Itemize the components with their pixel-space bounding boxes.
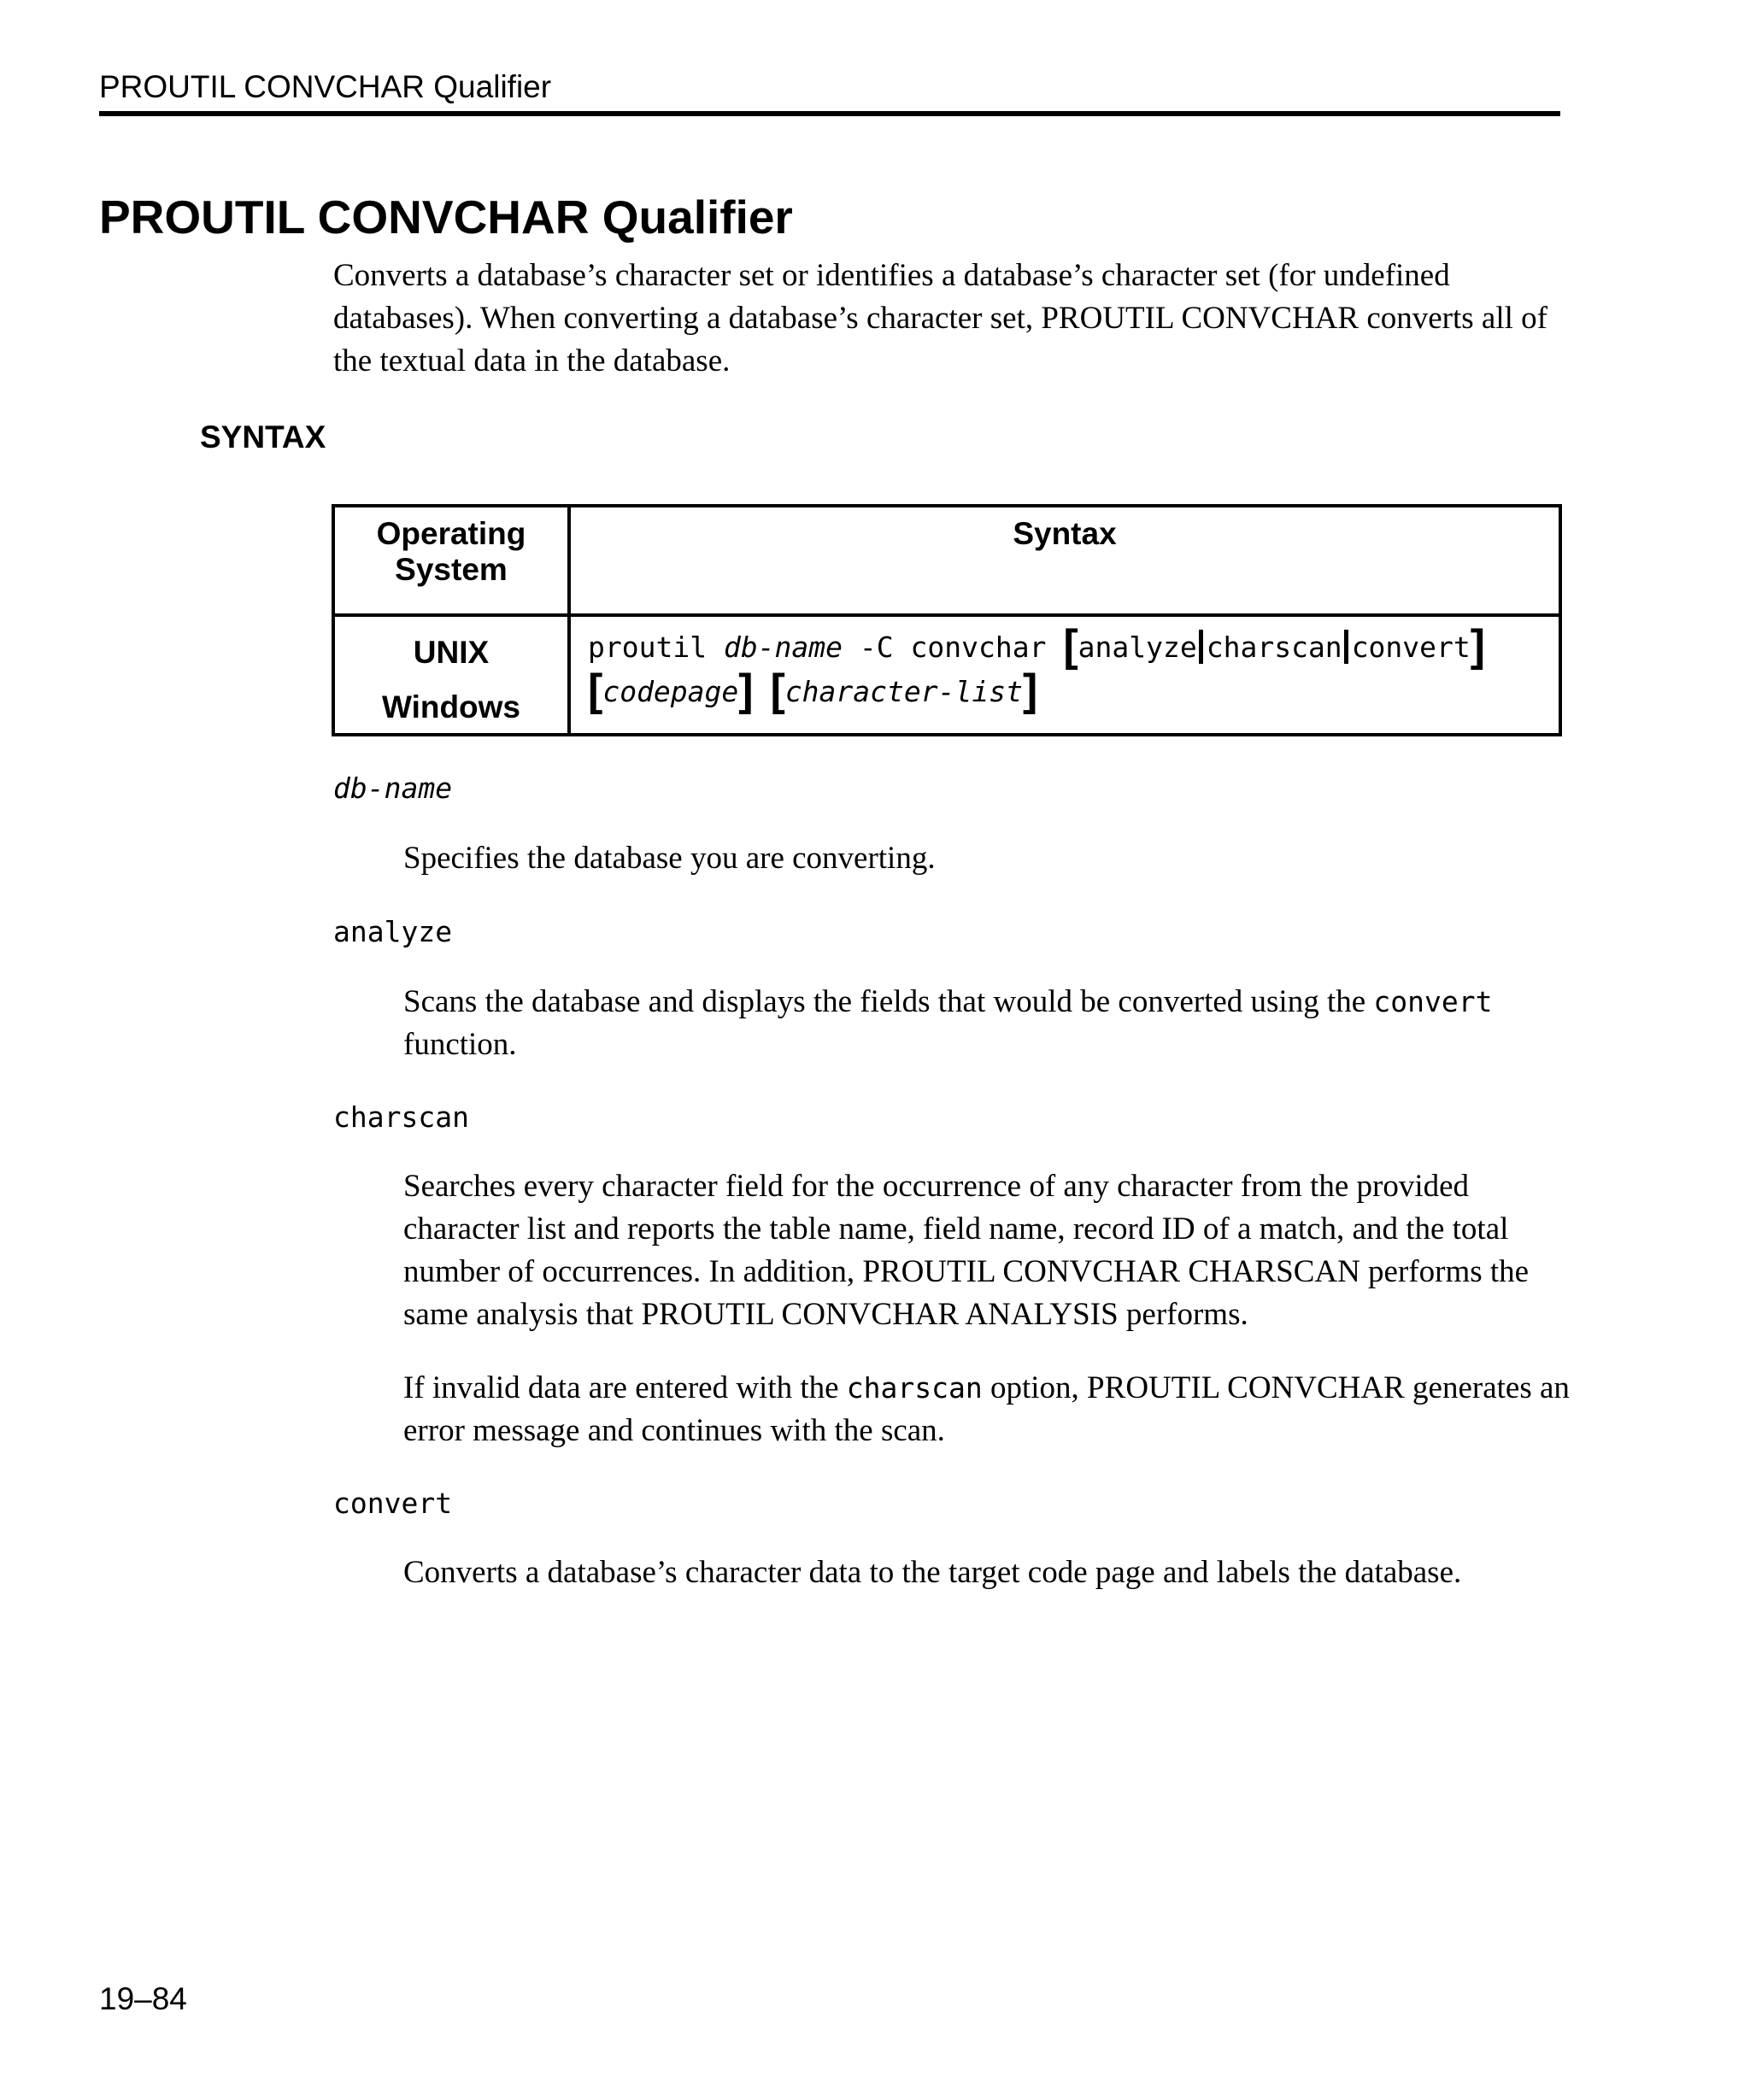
syntax-line-2 bbox=[588, 666, 1547, 715]
close-bracket: ] bbox=[1022, 666, 1038, 715]
syntax-character-list: character-list bbox=[784, 675, 1023, 708]
open-bracket: [ bbox=[1063, 621, 1078, 671]
open-bracket: [ bbox=[588, 666, 603, 715]
pipe-separator bbox=[1199, 630, 1203, 664]
param-desc-charscan-note bbox=[403, 1367, 1574, 1452]
param-term-db-name: db-name bbox=[333, 771, 453, 805]
intro-paragraph: Converts a database’s character set or identifies a database’s character set (for undefined databases). When converting a database’s character set, PROUTIL CONVCHAR converts all of the textual data in the database. bbox=[333, 258, 1547, 378]
param-desc-analyze-text: Scans the database and displays the fields that would be converted using the bbox=[403, 984, 1366, 1019]
table-header-operating-system bbox=[335, 516, 567, 588]
param-desc-charscan: Searches every character field for the occurrence of any character from the provided character list and reports the table name, field name, record ID of a match, and the total number of occurrences. In addition, PROUTIL CONVCHAR CHARSCAN performs the same analysis that PROUTIL CONVCHAR ANALYSIS performs. bbox=[403, 1169, 1530, 1332]
param-desc-charscan-note-text: If invalid data are entered with the bbox=[403, 1370, 839, 1405]
param-desc-analyze-code: convert bbox=[1373, 985, 1493, 1018]
table-cell-os bbox=[335, 625, 567, 735]
close-bracket: ] bbox=[738, 666, 754, 715]
table-header-os-label: Operating System bbox=[376, 516, 526, 587]
syntax-option-analyze: analyze bbox=[1078, 631, 1197, 664]
param-desc-db-name: Specifies the database you are converting. bbox=[403, 841, 936, 876]
running-header: PROUTIL CONVCHAR Qualifier bbox=[99, 69, 552, 104]
param-term-charscan: charscan bbox=[333, 1100, 469, 1134]
page-number: 19–84 bbox=[99, 1981, 187, 2016]
param-desc-analyze-text-end: function. bbox=[403, 1027, 517, 1062]
param-desc-charscan-note-text-end: option, PROUTIL CONVCHAR generates an error message and continues with the scan. bbox=[403, 1370, 1570, 1448]
table-header-syntax: Syntax bbox=[1013, 516, 1117, 551]
syntax-option-convert: convert bbox=[1351, 631, 1471, 664]
syntax-command: proutil bbox=[588, 631, 708, 664]
syntax-flag: -C convchar bbox=[859, 631, 1047, 664]
syntax-dbname: db-name bbox=[723, 631, 843, 664]
syntax-heading: SYNTAX bbox=[200, 419, 326, 455]
os-unix: UNIX bbox=[413, 635, 490, 670]
table-row-divider bbox=[335, 613, 1559, 617]
param-term-convert: convert bbox=[333, 1487, 453, 1520]
close-bracket: ] bbox=[1470, 621, 1486, 671]
param-desc-charscan-note-code: charscan bbox=[846, 1371, 983, 1405]
param-term-analyze: analyze bbox=[333, 915, 453, 948]
param-desc-analyze bbox=[403, 981, 1574, 1066]
os-windows: Windows bbox=[381, 689, 521, 724]
table-cell-syntax bbox=[588, 621, 1547, 715]
syntax-line-1 bbox=[588, 621, 1547, 671]
syntax-option-charscan: charscan bbox=[1206, 631, 1342, 664]
param-desc-convert: Converts a database’s character data to the target code page and labels the database. bbox=[403, 1555, 1462, 1590]
header-rule bbox=[99, 111, 1560, 116]
syntax-table bbox=[332, 504, 1562, 736]
syntax-codepage: codepage bbox=[602, 675, 739, 708]
open-bracket: [ bbox=[770, 666, 785, 715]
pipe-separator bbox=[1344, 630, 1348, 664]
page-title: PROUTIL CONVCHAR Qualifier bbox=[99, 190, 793, 243]
